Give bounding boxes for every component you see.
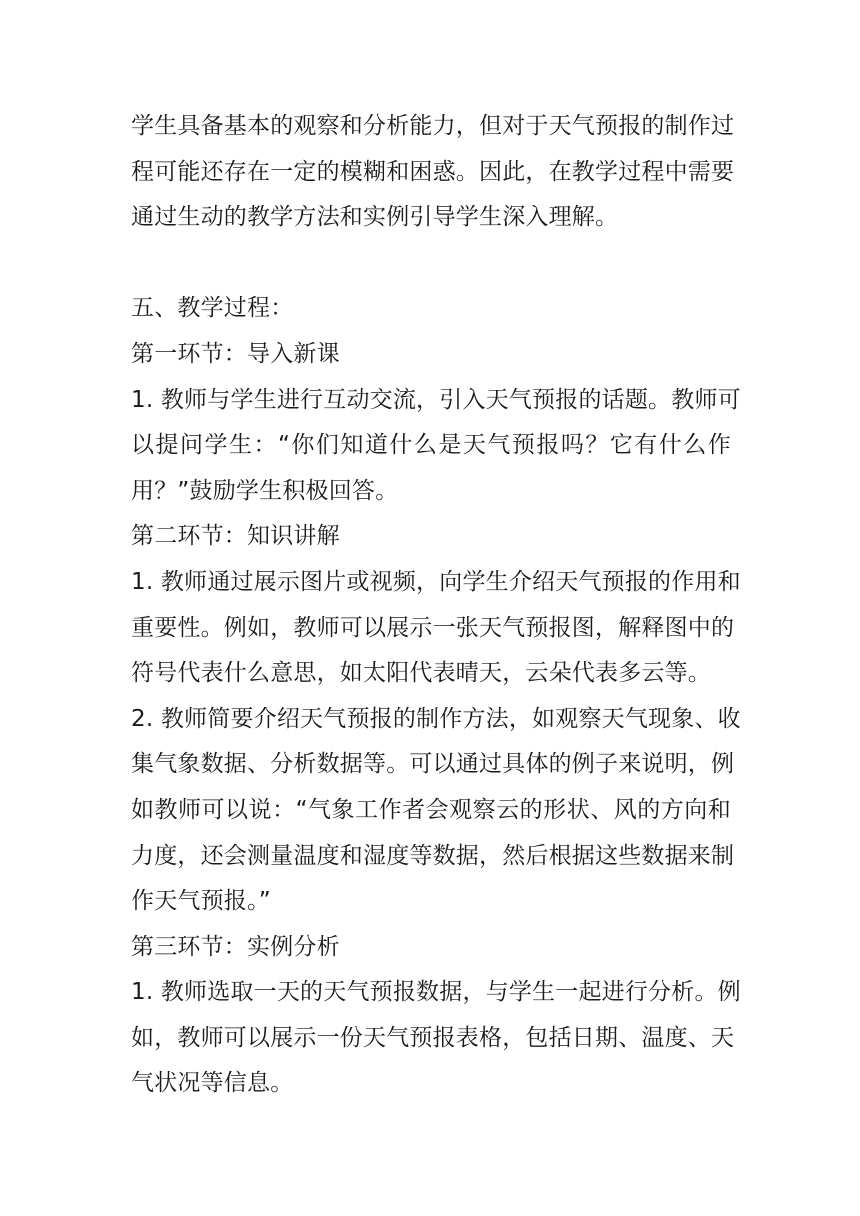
text-line: 如，教师可以展示一份天气预报表格，包括日期、温度、天 <box>131 1024 735 1051</box>
text-line: 如教师可以说：“气象工作者会观察云的形状、风的方向和 <box>131 796 731 823</box>
text-line: 作天气预报。” <box>131 888 271 915</box>
paragraph-spacer <box>131 241 731 287</box>
text-line: 通过生动的教学方法和实例引导学生深入理解。 <box>131 204 619 231</box>
stage-title: 第三环节：实例分析 <box>131 933 340 960</box>
intro-paragraph <box>131 104 735 241</box>
text-line: 1. 教师与学生进行互动交流，引入天气预报的话题。教师可 <box>131 386 741 413</box>
text-line: 符号代表什么意思，如太阳代表晴天，云朵代表多云等。 <box>131 660 711 687</box>
stage-title: 第二环节：知识讲解 <box>131 523 340 550</box>
stage-2 <box>131 514 741 924</box>
text-line: 1. 教师通过展示图片或视频，向学生介绍天气预报的作用和 <box>131 568 741 595</box>
stage-1-item-1 <box>131 378 741 515</box>
stage-3-item-1 <box>131 970 741 1107</box>
stage-1 <box>131 332 741 514</box>
text-line: 程可能还存在一定的模糊和困惑。因此，在教学过程中需要 <box>131 158 735 185</box>
text-line: 气状况等信息。 <box>131 1070 294 1097</box>
stage-2-item-1 <box>131 560 741 697</box>
text-line: 用？”鼓励学生积极回答。 <box>131 477 399 504</box>
text-line: 重要性。例如，教师可以展示一张天气预报图，解释图中的 <box>131 614 735 641</box>
stage-3 <box>131 925 741 1107</box>
stage-title: 第一环节：导入新课 <box>131 340 340 367</box>
text-line: 以提问学生：“你们知道什么是天气预报吗？它有什么作 <box>131 432 731 459</box>
text-line: 力度，还会测量温度和湿度等数据，然后根据这些数据来制 <box>131 842 735 869</box>
text-line: 1. 教师选取一天的天气预报数据，与学生一起进行分析。例 <box>131 979 741 1006</box>
text-line: 集气象数据、分析数据等。可以通过具体的例子来说明，例 <box>131 751 735 778</box>
document-page <box>131 104 741 1107</box>
section-heading: 五、教学过程： <box>131 295 294 322</box>
text-line: 学生具备基本的观察和分析能力，但对于天气预报的制作过 <box>131 113 735 139</box>
stage-2-item-2 <box>131 697 741 925</box>
text-line: 2. 教师简要介绍天气预报的制作方法，如观察天气现象、收 <box>131 705 741 732</box>
